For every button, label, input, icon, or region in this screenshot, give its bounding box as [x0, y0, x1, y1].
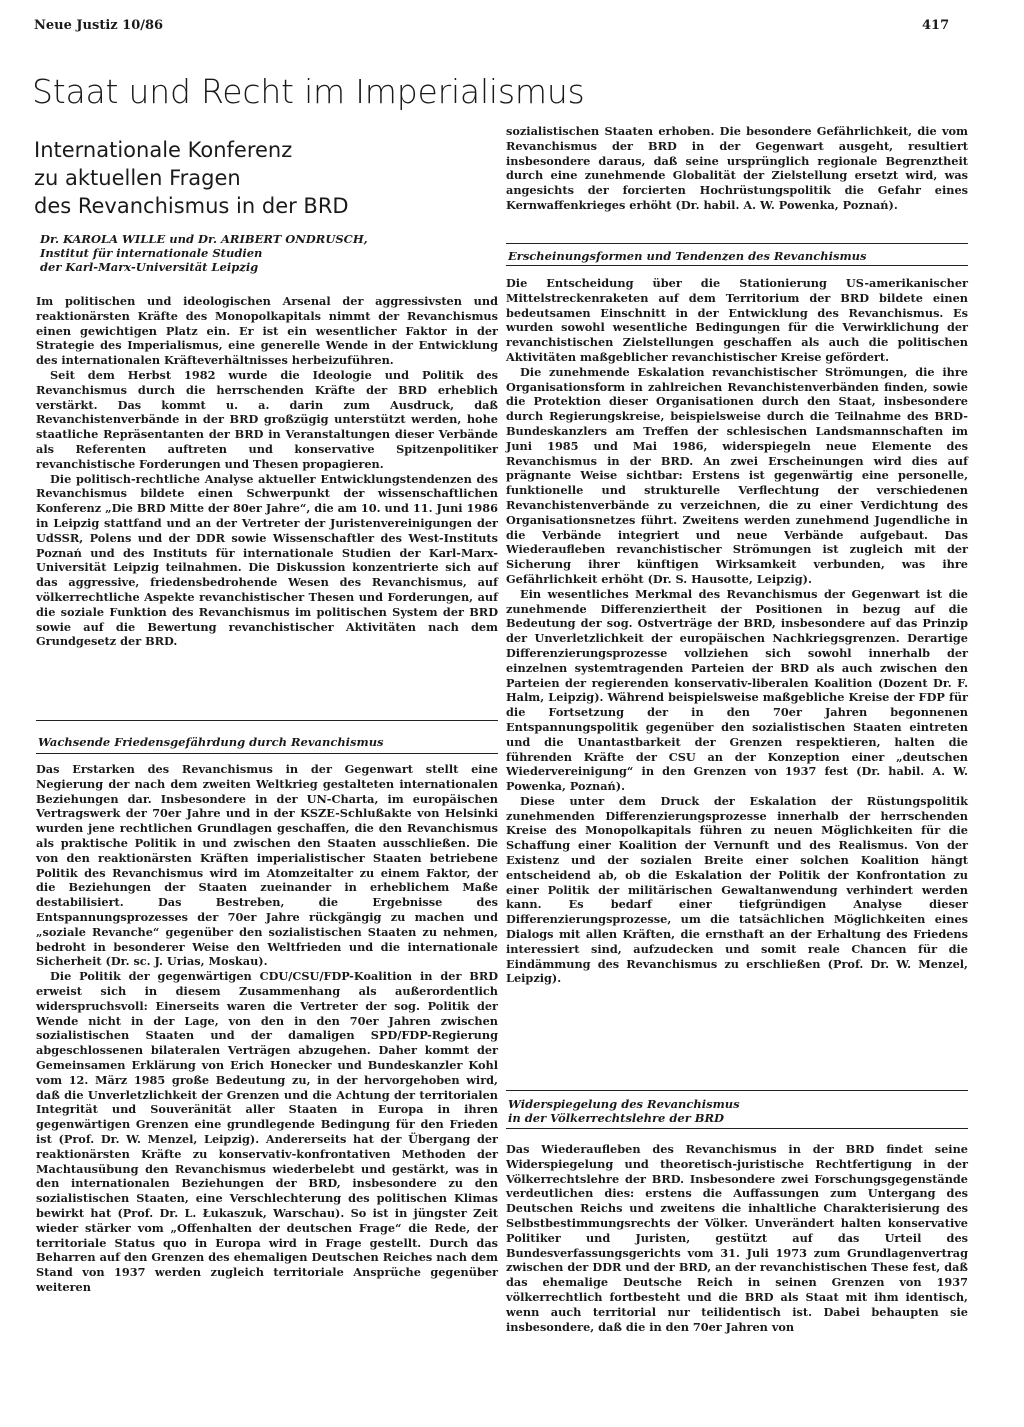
paragraph: Diese unter dem Druck der Eskalation der Rüstungspolitik zunehmenden Differenzierungsprozesse innerhalb der herrschenden Kreise des Monopolkapitals führen zu neuen Möglichkeiten für die Schaffung einer Koalition der Vernunft und des Realismus. Von der Existenz und der sozialen Breite einer solchen Koalition hängt entscheidend ab, ob die Eskalation der Politik der Konfrontation zu einer Politik der militärischen Gewaltanwendung verhindert werden kann. Es bedarf einer tiefgründigen Analyse dieser Differenzierungsprozesse, um die tatsächlichen Möglichkeiten eines Dialogs mit allen Kräften, die ernsthaft an der Erhaltung des Friedens interessiert sind, aufzudecken und somit reale Chancen für die Eindämmung des Revanchismus zu erschließen (Prof. Dr. W. Menzel, Leipzig). [506, 793, 968, 986]
section-heading [508, 1097, 970, 1125]
paragraph: Die Politik der gegenwärtigen CDU/CSU/FDP-Koalition in der BRD erweist sich in diesem Zusammenhang als außerordentlich widerspruchsvoll: Einerseits waren die Vertreter der sog. Politik der Wende nicht in der Lage, von den in den 70er Jahren zwischen sozialistischen Staaten und der damaligen SPD/FDP-Regierung abgeschlossenen bilateralen Verträgen abzugehen. Daher kommt der Gemeinsamen Erklärung von Erich Honecker und Bundeskanzler Kohl vom 12. März 1985 große Bedeutung zu, in der hervorgehoben wird, daß die Unverletzlichkeit der Grenzen und die Achtung der territorialen Integrität und Souveränität aller Staaten in Europa in ihren gegenwärtigen Grenzen eine grundlegende Bedingung für den Frieden ist (Prof. Dr. W. Menzel, Leipzig). Andererseits hat der Übergang der reaktionärsten Kräfte zu konservativ-konfrontativen Methoden der Machtausübung den Revanchismus wiederbelebt und gestärkt, was in den internationalen Beziehungen der BRD, insbesondere zu den sozialistischen Staaten, eine Verschlechterung des politischen Klimas bewirkt hat (Prof. Dr. L. Łukaszuk, Warschau). So ist in jüngster Zeit wieder stärker vom „Offenhalten der deutschen Frage“ die Rede, der territoriale Status quo in Europa wird in Frage gestellt. Durch das Beharren auf den Grenzen des ehemaligen Deutschen Reiches nach dem Stand von 1937 werden zugleich territoriale Ansprüche gegenüber weiteren [36, 969, 498, 1294]
paragraph: Im politischen und ideologischen Arsenal der aggressivsten und reaktionärsten Kräfte des Monopolkapitals nimmt der Revanchismus einen gewichtigen Platz ein. Er ist ein wesentlicher Faktor in der Strategie des Imperialismus, eine generelle Wende in der Entwicklung des internationalen Kräfteverhältnisses herbeizuführen. [36, 294, 498, 368]
section-heading [508, 249, 970, 263]
author-names: Dr. KAROLA WILLE und Dr. ARIBERT ONDRUSCH, [40, 232, 368, 246]
paragraph: Das Erstarken des Revanchismus in der Gegenwart stellt eine Negierung der nach dem zweiten Weltkrieg gestalteten internationalen Beziehungen dar. Insbesondere in der UN-Charta, im europäischen Vertragswerk der 70er Jahre und in der KSZE-Schlußakte von Helsinki wurden jene rechtlichen Grundlagen geschaffen, die den Revanchismus als praktische Politik in und zwischen den Staaten ausschließen. Die von den reaktionärsten Kräften imperialistischer Staaten betriebene Politik des Revanchismus wird im Atomzeitalter zu einem Faktor, der die Beziehungen der Staaten zueinander in erheblichem Maße destabilisiert. Das Bestreben, die Ergebnisse des Entspannungsprozesses der 70er Jahre rückgängig zu machen und „soziale Revanche“ gegenüber den sozialistischen Staaten zu nehmen, bedroht in besonderer Weise den Weltfrieden und die internationale Sicherheit (Dr. sc. J. Urias, Moskau). [36, 762, 498, 969]
section-heading-text: Wachsende Friedensgefährdung durch Revanchismus [38, 735, 384, 749]
section-rule [36, 720, 498, 721]
section-rule [506, 265, 968, 266]
paragraph: sozialistischen Staaten erhoben. Die besondere Gefährlichkeit, die vom Revanchismus der BRD in der Gegenwart ausgeht, resultiert insbesondere daraus, daß seine ursprünglich regionale Begrenztheit durch eine zunehmende Globalität der Zielstellung ersetzt wird, was angesichts der forcierten Hochrüstungspolitik die Gefahr eines Kernwaffenkrieges erhöht (Dr. habil. A. W. Powenka, Poznań). [506, 124, 968, 212]
right-column-section3 [506, 1142, 968, 1334]
paragraph: Seit dem Herbst 1982 wurde die Ideologie und Politik des Revanchismus durch die herrschenden Kräfte der BRD erheblich verstärkt. Das kommt u. a. darin zum Ausdruck, daß Revanchistenverbände in der BRD großzügig unterstützt werden, hohe staatliche Repräsentanten der BRD in Veranstaltungen dieser Verbände als Referenten auftreten und konservative Spitzenpolitiker revanchistische Forderungen und Thesen propagieren. [36, 367, 498, 471]
subtitle-line: zu aktuellen Fragen [34, 166, 241, 190]
subtitle-line: Internationale Konferenz [34, 138, 293, 162]
paragraph: Die Entscheidung über die Stationierung US-amerikanischer Mittelstreckenraketen auf dem Territorium der BRD bildete einen bedeutsamen Einschnitt in der Entwicklung des Revanchismus. Es wurden sowohl wesentliche Bedingungen für die Verwirklichung der revanchistischen Zielstellungen geschaffen als auch die politischen Aktivitäten maßgeblicher revanchistischer Kreise gefördert. [506, 276, 968, 364]
paragraph: Die zunehmende Eskalation revanchistischer Strömungen, die ihre Organisationsform in zahlreichen Revanchistenverbänden finden, sowie die Protektion dieser Organisationen durch den Staat, insbesondere durch Regierungskreise, beispielsweise durch die Teilnahme des BRD-Bundeskanzlers am Treffen der schlesischen Landsmannschaften im Juni 1985 und Mai 1986, widerspiegeln neue Elemente des Revanchismus in der BRD. An zwei Erscheinungen wird dies auf prägnante Weise sichtbar: Erstens ist gegenwärtig eine personelle, funktionelle und strukturelle Verflechtung der verschiedenen Revanchistenverbände zu verzeichnen, die zu einer Verdichtung des Organisationsnetzes führt. Zweitens werden zunehmend Jugendliche in die Verbände integriert und neue Verbände aufgebaut. Das Wiederaufleben revanchistischer Strömungen ist zugleich mit der Sicherung ihrer künftigen Wirksamkeit verbunden, was ihre Gefährlichkeit erhöht (Dr. S. Hausotte, Leipzig). [506, 364, 968, 586]
section-rule [506, 243, 968, 244]
author-institute: Institut für internationale Studien [40, 246, 263, 260]
section-heading-text: Widerspiegelung des Revanchismus [508, 1097, 740, 1111]
section-rule [506, 1128, 968, 1129]
page-number: 417 [922, 18, 950, 33]
article-subtitle [34, 136, 474, 220]
section-heading-text: in der Völkerrechtslehre der BRD [508, 1111, 725, 1125]
author-block [40, 232, 490, 274]
paragraph: Das Wiederaufleben des Revanchismus in der BRD findet seine Widerspiegelung und theoretisch-juristische Rechtfertigung in der Völkerrechtslehre der BRD. Insbesondere zwei Forschungsgegenstände verdeutlichen dies: erstens die Auffassungen zum Untergang des Deutschen Reichs und zweitens die inhaltliche Charakterisierung des Selbstbestimmungsrechts der Völker. Unverändert halten konservative Politiker und Juristen, gestützt auf das Urteil des Bundesverfassungsgerichts vom 31. Juli 1973 zum Grundlagenvertrag zwischen der DDR und der BRD, an der revanchistischen These fest, daß das ehemalige Deutsche Reich in seinen Grenzen von 1937 völkerrechtlich fortbesteht und die BRD als Staat mit ihm identisch, wenn auch territorial nur teilidentisch ist. Dabei behaupten sie insbesondere, daß die in den 70er Jahren von [506, 1142, 968, 1334]
section-rule [36, 753, 498, 754]
left-column-intro [36, 294, 498, 649]
right-column-continuation [506, 124, 968, 213]
section-rule [506, 1090, 968, 1091]
section-heading [38, 735, 500, 749]
paragraph: Die politisch-rechtliche Analyse aktueller Entwicklungstendenzen des Revanchismus bildete einen Schwerpunkt der wissenschaftlichen Konferenz „Die BRD Mitte der 80er Jahre“, die am 10. und 11. Juni 1986 in Leipzig stattfand und an der Vertreter der Juristenvereinigungen der UdSSR, Polens und der DDR sowie Wissenschaftler des West-Instituts Poznań und des Instituts für internationale Studien der Karl-Marx-Universität Leipzig teilnahmen. Die Diskussion konzentrierte sich auf das aggressive, friedensbedrohende Wesen des Revanchismus, auf völkerrechtliche Aspekte revanchistischer Thesen und Forderungen, auf die soziale Funktion des Revanchismus im politischen System der BRD sowie auf die Bewertung revanchistischer Aktivitäten nach dem Grundgesetz der BRD. [36, 471, 498, 649]
section-heading-text: Erscheinungsformen und Tendenzen des Revanchismus [508, 249, 867, 263]
right-column-section2 [506, 276, 968, 986]
subtitle-line: des Revanchismus in der BRD [34, 194, 349, 218]
paragraph: Ein wesentliches Merkmal des Revanchismus der Gegenwart ist die zunehmende Differenziertheit der Positionen in bezug auf die Bedeutung der sog. Ostverträge der BRD, insbesondere auf das Prinzip der Unverletzlichkeit der europäischen Nachkriegsgrenzen. Derartige Differenzierungsprozesse vollziehen sich sowohl innerhalb der einzelnen systemtragenden Parteien der BRD als auch zwischen den Parteien der regierenden konservativ-liberalen Koalition (Dozent Dr. F. Halm, Leipzig). Während beispielsweise maßgebliche Kreise der FDP für die Fortsetzung der in den 70er Jahren begonnenen Entspannungspolitik gegenüber den sozialistischen Staaten eintreten und die Unantastbarkeit der Grenzen respektieren, halten die führenden Kräfte der CSU an der Konzeption einer „deutschen Wiedervereinigung“ in den Grenzen von 1937 fest (Dr. habil. A. W. Powenka, Poznań). [506, 586, 968, 794]
author-university: der Karl-Marx-Universität Leipzig [40, 260, 259, 274]
running-header-journal: Neue Justiz 10/86 [34, 18, 164, 33]
article-title: Staat und Recht im Imperialismus [32, 72, 585, 111]
left-column-section1 [36, 762, 498, 1295]
